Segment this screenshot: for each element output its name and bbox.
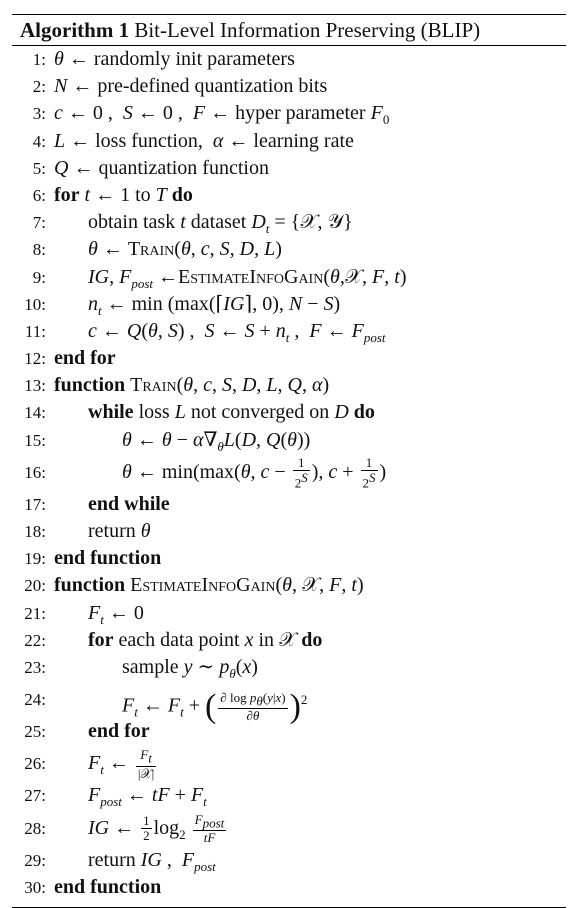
line-number: 4:	[32, 131, 46, 151]
line-code: end for	[54, 347, 116, 370]
algorithm-line	[12, 654, 566, 681]
line-code: IG, $F_{post}$ ←EstimateInfoGain(θ,𝒳, F, t)	[88, 265, 407, 291]
line-code: $F_{post}$ ← tF + $F_t$	[88, 784, 207, 810]
algorithm-line	[12, 847, 566, 874]
line-code: θ ← randomly init parameters	[54, 48, 295, 70]
line-number: 30:	[24, 877, 46, 897]
line-number: 28:	[24, 818, 46, 838]
line-number: 9:	[32, 267, 46, 287]
line-number: 17:	[24, 494, 46, 514]
line-code: IG ← $\frac{1}{2}$ $\log_2$ $\frac{F_{post}}{tF}$	[88, 811, 225, 846]
algorithm-line	[12, 128, 566, 155]
line-code: N ← pre-defined quantization bits	[54, 75, 328, 98]
algorithm-line	[12, 73, 566, 100]
line-code: Q ← quantization function	[54, 156, 269, 179]
line-code: return IG , $F_{post}$	[88, 848, 216, 874]
line-number: 19:	[24, 549, 46, 569]
algorithm-line	[12, 600, 566, 627]
line-code: function Train(θ, c, S, D, L, Q, α)	[54, 374, 330, 397]
algorithm-line	[12, 345, 566, 372]
line-number: 2:	[32, 77, 46, 97]
line-number: 3:	[32, 104, 46, 124]
algorithm-line	[12, 545, 566, 572]
algorithm-line	[12, 209, 566, 236]
algorithm-line	[12, 427, 566, 454]
line-number: 8:	[32, 240, 46, 260]
line-number: 27:	[24, 786, 46, 806]
line-code: L ← loss function, α ← learning rate	[54, 129, 354, 152]
line-code: obtain task t dataset $D_t$ = {𝒳, 𝒴}	[88, 211, 353, 237]
algorithm-line	[12, 718, 566, 745]
algorithm-line	[12, 100, 566, 127]
line-code: c ← 0 , S ← 0 , F ← hyper parameter $F_0$	[54, 102, 390, 128]
algorithm-caption	[12, 15, 566, 45]
algorithm-line	[12, 318, 566, 345]
algorithm-line	[12, 155, 566, 182]
line-number: 25:	[24, 722, 46, 742]
line-number: 6:	[32, 185, 46, 205]
algorithm-box	[12, 14, 566, 908]
line-code: end while	[88, 492, 170, 515]
algorithm-line	[12, 491, 566, 518]
line-number: 16:	[24, 462, 46, 482]
line-number: 24:	[24, 690, 46, 710]
algorithm-line	[12, 745, 566, 782]
line-number: 1:	[32, 50, 46, 69]
line-code: return θ	[88, 520, 151, 542]
algorithm-line	[12, 454, 566, 491]
algorithm-line	[12, 46, 566, 73]
line-number: 18:	[24, 522, 46, 541]
line-number: 20:	[24, 576, 46, 596]
line-number: 5:	[32, 158, 46, 178]
line-number: 13:	[24, 376, 46, 396]
algorithm-line	[12, 627, 566, 654]
line-number: 21:	[24, 603, 46, 623]
line-code: end for	[88, 720, 150, 743]
line-code: for t ← 1 to T do	[54, 183, 193, 206]
line-code: end function	[54, 875, 162, 898]
line-number: 22:	[24, 630, 46, 650]
algorithm-title: Bit-Level Information Preserving (BLIP)	[134, 18, 481, 42]
line-number: 29:	[24, 850, 46, 870]
line-code: sample y ∼ $p_\theta(x)$	[122, 655, 258, 681]
algorithm-line	[12, 182, 566, 209]
algorithm-line	[12, 681, 566, 726]
algorithm-label: Algorithm 1	[20, 18, 130, 42]
algorithm-line	[12, 572, 566, 599]
line-number: 14:	[24, 403, 46, 423]
algorithm-lines	[12, 46, 566, 901]
algorithm-line	[12, 810, 566, 847]
line-number: 11:	[24, 321, 46, 341]
line-code: while loss L not converged on D do	[88, 401, 375, 424]
line-number: 12:	[24, 349, 46, 369]
line-number: 7:	[32, 213, 46, 233]
line-code: θ ← $\theta - \alpha\nabla_\theta L(D$, Q(θ))	[122, 428, 311, 454]
algorithm-line	[12, 236, 566, 263]
line-number: 23:	[24, 657, 46, 677]
line-code: θ ← Train(θ, c, S, D, L)	[88, 238, 282, 261]
line-number: 10:	[24, 294, 46, 314]
line-code: $F_t$ ← $\frac{F_t}{\text{|𝒳|}}$	[88, 747, 155, 782]
line-code: end function	[54, 547, 162, 570]
line-code: $F_t$ ← $F_t$ + ( $\frac{\partial \log p_\theta(y|x)}{\partial\theta}$ )$^2$	[122, 688, 308, 726]
line-code: θ ← min(max(θ, c − $\frac{1}{2^S}$ ), c + $\frac{1}{2^S}$ )	[122, 455, 387, 491]
line-code: function EstimateInfoGain(θ, 𝒳, F, t)	[54, 574, 364, 597]
line-code: c ← Q(θ, S) , S ← $S + n_t$ , F ← $F_{post}$	[88, 319, 386, 345]
algorithm-line	[12, 291, 566, 318]
algorithm-line	[12, 372, 566, 399]
line-code: $F_t$ ← 0	[88, 601, 144, 627]
algorithm-line	[12, 264, 566, 291]
line-number: 15:	[24, 430, 46, 450]
algorithm-line	[12, 874, 566, 901]
algorithm-line	[12, 518, 566, 545]
algorithm-line	[12, 782, 566, 809]
line-number: 26:	[24, 754, 46, 774]
line-code: for each data point x in 𝒳 do	[88, 628, 323, 651]
line-code: $n_t$ ← min (max(⌈IG⌉, 0), N − S)	[88, 292, 341, 318]
algorithm-line	[12, 399, 566, 426]
